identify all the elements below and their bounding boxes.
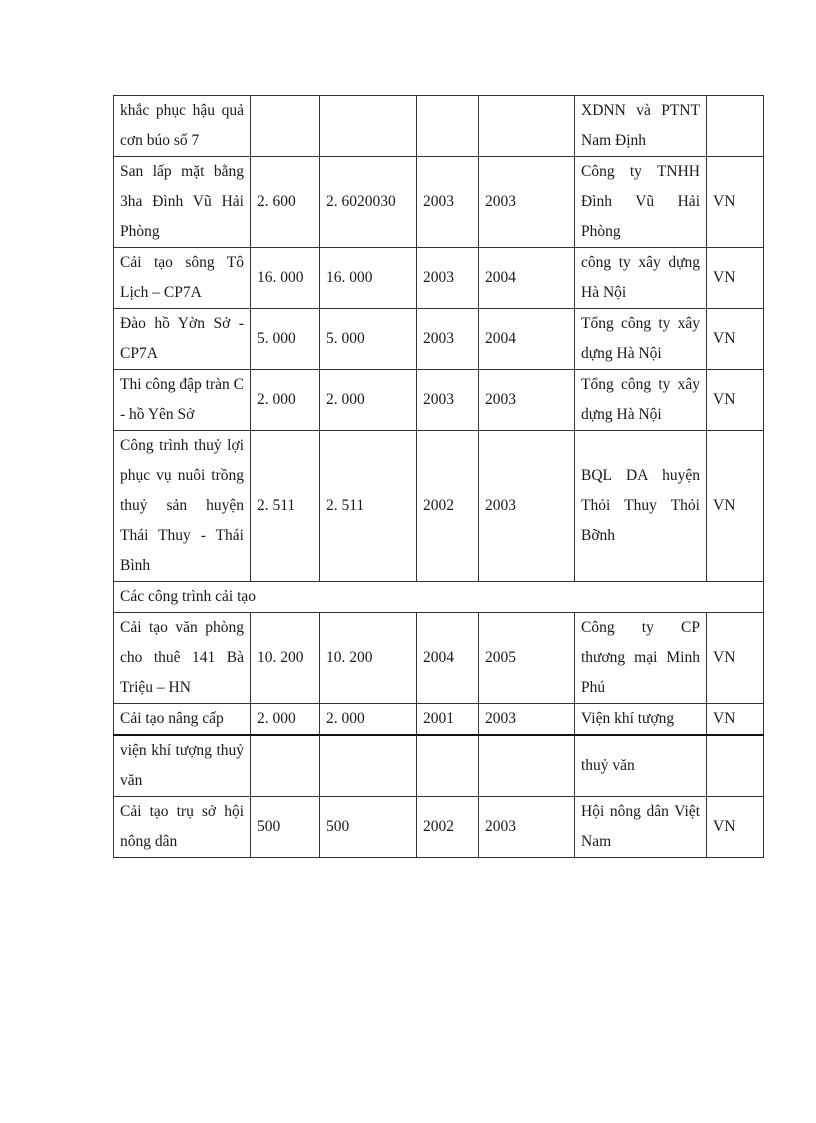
table-row xyxy=(114,309,764,370)
start-year-cell: 2004 xyxy=(417,613,479,704)
start-year-cell: 2003 xyxy=(417,157,479,248)
organization-cell: BQL DA huyện Thỏi Thuy Thỏi Bỡnh xyxy=(575,431,707,582)
source-cell: VN xyxy=(707,797,764,858)
table-row xyxy=(114,704,764,736)
organization-cell: Tổng công ty xây dựng Hà Nội xyxy=(575,370,707,431)
organization-cell: Tổng công ty xây dựng Hà Nội xyxy=(575,309,707,370)
end-year-cell: 2003 xyxy=(479,797,575,858)
organization-cell: công ty xây dựng Hà Nội xyxy=(575,248,707,309)
value-cell xyxy=(251,735,320,797)
value2-cell: 500 xyxy=(320,797,417,858)
end-year-cell: 2003 xyxy=(479,157,575,248)
source-cell: VN xyxy=(707,704,764,736)
section-row xyxy=(114,582,764,613)
end-year-cell: 2003 xyxy=(479,431,575,582)
organization-cell: Công ty TNHH Đình Vũ Hải Phòng xyxy=(575,157,707,248)
source-cell: VN xyxy=(707,431,764,582)
table-row xyxy=(114,248,764,309)
value2-cell: 16. 000 xyxy=(320,248,417,309)
table-row xyxy=(114,96,764,157)
organization-cell: thuỷ văn xyxy=(575,735,707,797)
project-name-cell: Đào hồ Yờn Sở - CP7A xyxy=(114,309,251,370)
start-year-cell xyxy=(417,735,479,797)
value-cell: 500 xyxy=(251,797,320,858)
value2-cell: 10. 200 xyxy=(320,613,417,704)
start-year-cell xyxy=(417,96,479,157)
table-row xyxy=(114,370,764,431)
value-cell: 10. 200 xyxy=(251,613,320,704)
end-year-cell: 2004 xyxy=(479,248,575,309)
table-row xyxy=(114,797,764,858)
table-row xyxy=(114,735,764,797)
source-cell xyxy=(707,735,764,797)
value-cell: 2. 000 xyxy=(251,704,320,736)
value-cell xyxy=(251,96,320,157)
value2-cell xyxy=(320,735,417,797)
section-label: Các công trình cải tạo xyxy=(114,582,764,613)
start-year-cell: 2001 xyxy=(417,704,479,736)
value-cell: 2. 600 xyxy=(251,157,320,248)
source-cell: VN xyxy=(707,370,764,431)
source-cell: VN xyxy=(707,613,764,704)
organization-cell: Hội nông dân Việt Nam xyxy=(575,797,707,858)
start-year-cell: 2003 xyxy=(417,248,479,309)
organization-cell: XDNN và PTNT Nam Định xyxy=(575,96,707,157)
table-row xyxy=(114,157,764,248)
value-cell: 2. 000 xyxy=(251,370,320,431)
end-year-cell: 2005 xyxy=(479,613,575,704)
end-year-cell xyxy=(479,96,575,157)
end-year-cell: 2003 xyxy=(479,370,575,431)
project-name-cell: Thi công đập tràn C - hồ Yên Sở xyxy=(114,370,251,431)
value2-cell xyxy=(320,96,417,157)
organization-cell: Viện khí tượng xyxy=(575,704,707,736)
value2-cell: 2. 511 xyxy=(320,431,417,582)
source-cell: VN xyxy=(707,309,764,370)
end-year-cell: 2003 xyxy=(479,704,575,736)
start-year-cell: 2003 xyxy=(417,370,479,431)
end-year-cell: 2004 xyxy=(479,309,575,370)
source-cell xyxy=(707,96,764,157)
start-year-cell: 2002 xyxy=(417,797,479,858)
project-name-cell: Cải tạo sông Tô Lịch – CP7A xyxy=(114,248,251,309)
project-name-cell: viện khí tượng thuỷ văn xyxy=(114,735,251,797)
end-year-cell xyxy=(479,735,575,797)
project-name-cell: San lấp mặt bằng 3ha Đình Vũ Hải Phòng xyxy=(114,157,251,248)
table-row xyxy=(114,431,764,582)
start-year-cell: 2003 xyxy=(417,309,479,370)
organization-cell: Công ty CP thương mại Minh Phú xyxy=(575,613,707,704)
project-name-cell: Cải tạo trụ sở hội nông dân xyxy=(114,797,251,858)
value2-cell: 2. 000 xyxy=(320,370,417,431)
value2-cell: 2. 6020030 xyxy=(320,157,417,248)
value2-cell: 5. 000 xyxy=(320,309,417,370)
document-page xyxy=(113,95,763,858)
value2-cell: 2. 000 xyxy=(320,704,417,736)
table-row xyxy=(114,613,764,704)
project-name-cell: Công trình thuỷ lợi phục vụ nuôi trồng thuỷ sản huyện Thái Thuy - Thái Bình xyxy=(114,431,251,582)
source-cell: VN xyxy=(707,248,764,309)
value-cell: 5. 000 xyxy=(251,309,320,370)
projects-table xyxy=(113,95,764,858)
project-name-cell: Cải tạo nâng cấp xyxy=(114,704,251,736)
start-year-cell: 2002 xyxy=(417,431,479,582)
project-name-cell: Cải tạo văn phòng cho thuê 141 Bà Triệu – HN xyxy=(114,613,251,704)
source-cell: VN xyxy=(707,157,764,248)
value-cell: 16. 000 xyxy=(251,248,320,309)
project-name-cell: khắc phục hậu quả cơn búo số 7 xyxy=(114,96,251,157)
value-cell: 2. 511 xyxy=(251,431,320,582)
